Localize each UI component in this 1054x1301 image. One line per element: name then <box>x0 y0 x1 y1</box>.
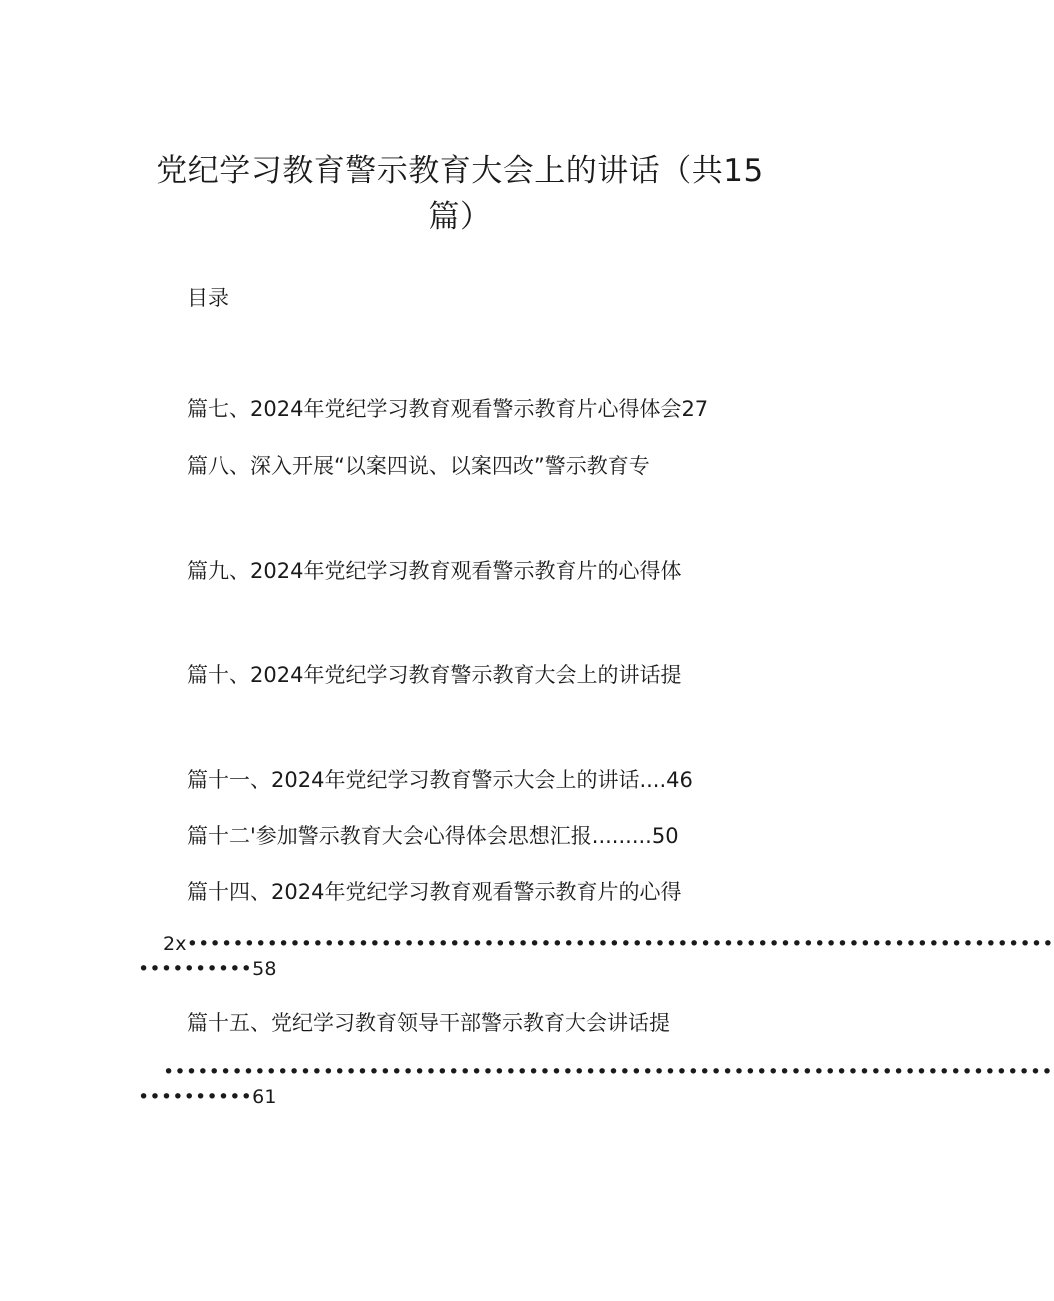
toc-heading: 目录 <box>187 286 229 310</box>
toc-entry-15-leader: •••••••••••••••••••••••••••••••••••••••••••••••••••••••••••••••••••••••••••••• <box>163 1061 1053 1083</box>
toc-entry-15[interactable]: 篇十五、党纪学习教育领导干部警示教育大会讲话提 <box>187 1011 670 1035</box>
toc-entry-8[interactable]: 篇八、深入开展“以案四说、以案四改”警示教育专 <box>187 454 650 478</box>
toc-entry-7[interactable]: 篇七、2024年党纪学习教育观看警示教育片心得体会27 <box>187 397 709 421</box>
toc-entry-9[interactable]: 篇九、2024年党纪学习教育观看警示教育片的心得体 <box>187 559 682 583</box>
toc-entry-14-leader: 2x•••••••••••••••••••••••••••••••••••••••••••••••••••••••••••••••••••••••••••• <box>163 933 1054 955</box>
toc-entry-14[interactable]: 篇十四、2024年党纪学习教育观看警示教育片的心得 <box>187 880 682 904</box>
title-line-1: 党纪学习教育警示教育大会上的讲话（共15 <box>156 153 764 189</box>
toc-entry-14-page: ••••••••••58 <box>138 958 277 980</box>
toc-entry-15-page: ••••••••••61 <box>138 1086 277 1108</box>
toc-entry-12[interactable]: 篇十二'参加警示教育大会心得体会思想汇报.........50 <box>187 824 679 848</box>
title-line-2: 篇） <box>428 199 492 235</box>
document-title <box>130 148 790 240</box>
toc-entry-10[interactable]: 篇十、2024年党纪学习教育警示教育大会上的讲话提 <box>187 663 682 687</box>
toc-entry-11[interactable]: 篇十一、2024年党纪学习教育警示大会上的讲话....46 <box>187 768 693 792</box>
